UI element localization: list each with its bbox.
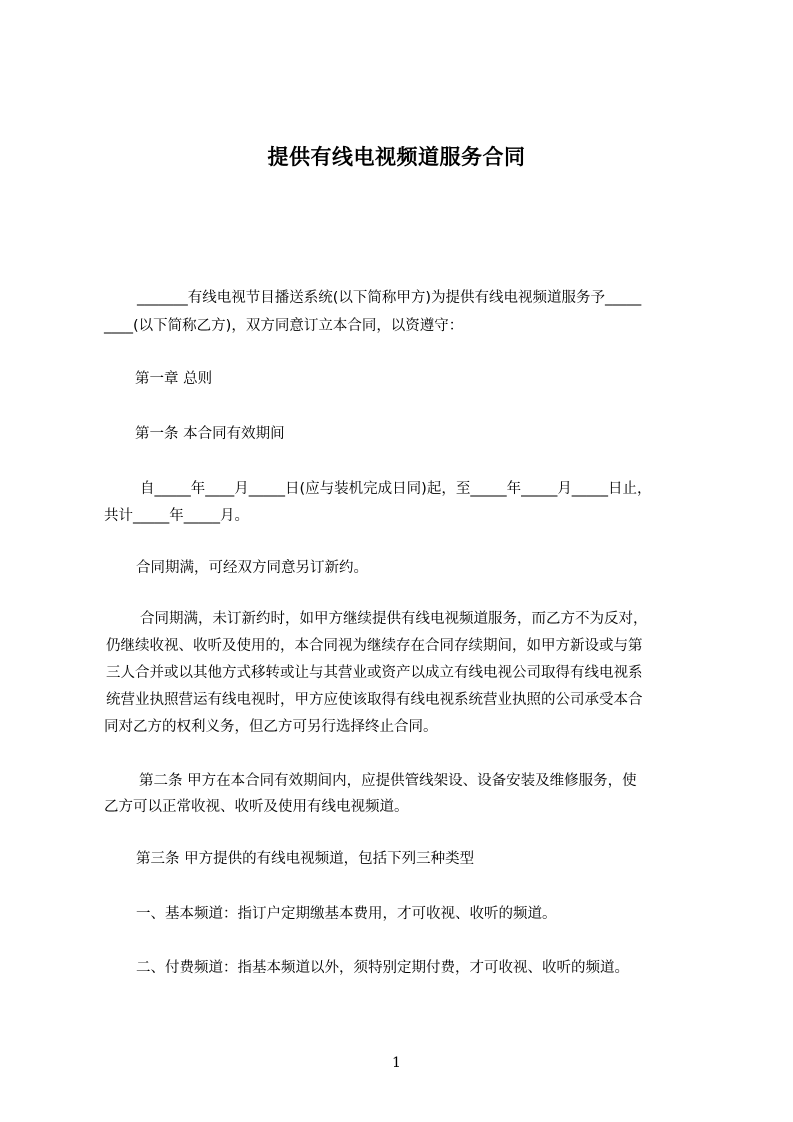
continuation-line: 同对乙方的权利义务，但乙方可另行选择终止合同。	[104, 719, 438, 735]
article-2-line: 第二条 甲方在本合同有效期间内，应提供管线架设、设备安装及维修服务，使	[139, 773, 637, 789]
intro-line-1: _______有线电视节目播送系统(以下简称甲方)为提供有线电视频道服务予_____	[137, 290, 642, 306]
article-2-line: 乙方可以正常收视、收听及使用有线电视频道。	[104, 799, 409, 815]
continuation-line: 三人合并或以其他方式移转或让与其营业或资产以成立有线电视公司取得有线电视系	[106, 665, 643, 681]
article-1-heading: 第一条 本合同有效期间	[135, 426, 285, 442]
page-number: 1	[392, 1055, 401, 1071]
article-3-heading: 第三条 甲方提供的有线电视频道，包括下列三种类型	[136, 851, 475, 867]
chapter-heading: 第一章 总则	[135, 371, 213, 387]
article-3-item: 一、基本频道：指订户定期缴基本费用，才可收视、收听的频道。	[136, 906, 557, 922]
term-line-2: 共计_____年_____月。	[104, 508, 249, 524]
article-3-item: 二、付费频道：指基本频道以外，须特别定期付费，才可收视、收听的频道。	[136, 960, 629, 976]
renewal-text: 合同期满，可经双方同意另订新约。	[136, 560, 368, 576]
term-line-1: 自_____年____月_____日(应与装机完成日同)起，至_____年_____月_____日止，	[140, 481, 652, 497]
continuation-line: 统营业执照营运有线电视时，甲方应使该取得有线电视系统营业执照的公司承受本合	[106, 692, 643, 708]
document-title: 提供有线电视频道服务合同	[267, 145, 526, 169]
continuation-line: 合同期满，未订新约时，如甲方继续提供有线电视频道服务，而乙方不为反对，	[140, 611, 648, 627]
continuation-line: 仍继续收视、收听及使用的，本合同视为继续存在合同存续期间，如甲方新设或与第	[106, 638, 643, 654]
intro-line-2: ____(以下简称乙方)，双方同意订立本合同，以资遵守：	[104, 318, 464, 334]
